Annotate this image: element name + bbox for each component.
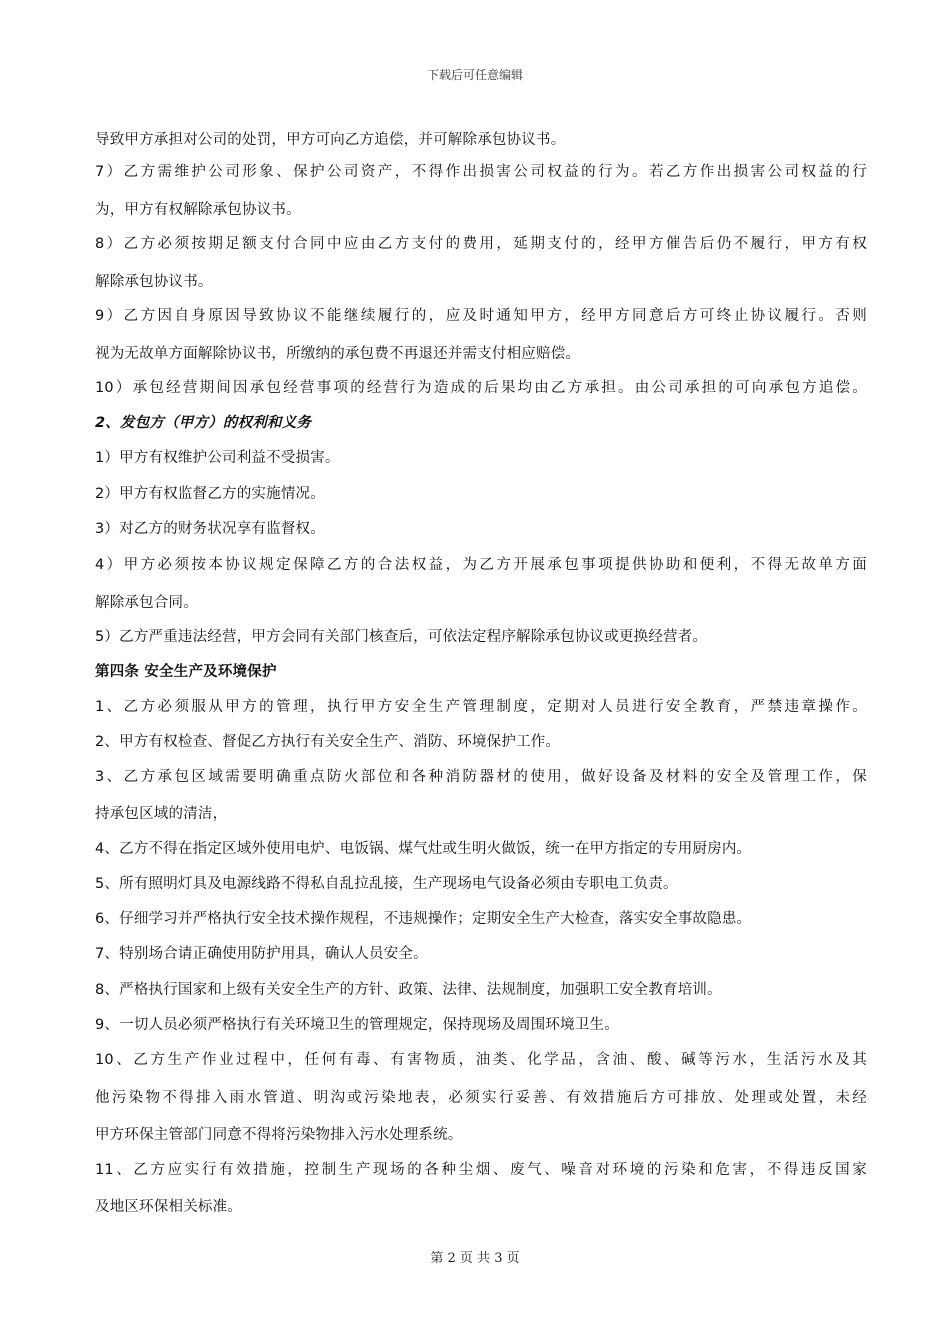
paragraph-line: 3）对乙方的财务状况享有监督权。 — [95, 521, 325, 537]
paragraph-line: 1、乙方必须服从甲方的管理，执行甲方安全生产管理制度，定期对人员进行安全教育，严禁违章操作。 — [95, 699, 867, 715]
paragraph-line: 11、乙方应实行有效措施，控制生产现场的各种尘烟、废气、噪音对环境的污染和危害，不得违反国家 — [95, 1162, 867, 1178]
paragraph-line: 及地区环保相关标准。 — [95, 1199, 242, 1215]
paragraph-line: 5、所有照明灯具及电源线路不得私自乱拉乱接，生产现场电气设备必须由专职电工负责。 — [95, 876, 678, 892]
paragraph-line: 为，甲方有权解除承包协议书。 — [95, 202, 301, 218]
paragraph-line: 10、乙方生产作业过程中，任何有毒、有害物质，油类、化学品，含油、酸、碱等污水，生活污水及其 — [95, 1052, 867, 1068]
paragraph-line: 8、严格执行国家和上级有关安全生产的方针、政策、法律、法规制度，加强职工安全教育培训。 — [95, 982, 722, 998]
paragraph-line: 4、乙方不得在指定区域外使用电炉、电饭锅、煤气灶或生明火做饭，统一在甲方指定的专用厨房内。 — [95, 841, 752, 857]
paragraph-line: 7、特别场合请正确使用防护用具，确认人员安全。 — [95, 946, 428, 962]
paragraph-line: 7）乙方需维护公司形象、保护公司资产，不得作出损害公司权益的行为。若乙方作出损害公司权益的行 — [95, 164, 867, 180]
paragraph-line: 8）乙方必须按期足额支付合同中应由乙方支付的费用，延期支付的，经甲方催告后仍不履行，甲方有权 — [95, 236, 867, 252]
page-number: 第 2 页 共 3 页 — [430, 1251, 520, 1266]
paragraph-line: 6、仔细学习并严格执行安全技术操作规程，不违规操作；定期安全生产大检查，落实安全事故隐患。 — [95, 911, 752, 927]
paragraph-line: 导致甲方承担对公司的处罚，甲方可向乙方追偿，并可解除承包协议书。 — [95, 132, 566, 148]
paragraph-line: 9）乙方因自身原因导致协议不能继续履行的，应及时通知甲方，经甲方同意后方可终止协议履行。否则 — [95, 308, 867, 324]
article-heading: 第四条 安全生产及环境保护 — [95, 664, 277, 680]
paragraph-line: 10）承包经营期间因承包经营事项的经营行为造成的后果均由乙方承担。由公司承担的可向承包方追偿。 — [95, 380, 867, 396]
paragraph-line: 2）甲方有权监督乙方的实施情况。 — [95, 486, 325, 502]
paragraph-line: 2、甲方有权检查、督促乙方执行有关安全生产、消防、环境保护工作。 — [95, 734, 561, 750]
page-header: 下载后可任意编辑 — [426, 68, 523, 82]
paragraph-line: 解除承包合同。 — [95, 595, 198, 611]
paragraph-line: 9、一切人员必须严格执行有关环境卫生的管理规定，保持现场及周围环境卫生。 — [95, 1017, 619, 1033]
paragraph-line: 持承包区域的清洁， — [95, 806, 228, 822]
paragraph-line: 1）甲方有权维护公司利益不受损害。 — [95, 450, 340, 466]
paragraph-line: 解除承包协议书。 — [95, 274, 213, 290]
section-heading: 2、发包方（甲方）的权利和义务 — [95, 415, 312, 431]
paragraph-line: 他污染物不得排入雨水管道、明沟或污染地表，必须实行妥善、有效措施后方可排放、处理或处置，未经 — [95, 1090, 867, 1106]
paragraph-line: 视为无故单方面解除协议书，所缴纳的承包费不再退还并需支付相应赔偿。 — [95, 346, 581, 362]
paragraph-line: 5）乙方严重违法经营，甲方会同有关部门核查后，可依法定程序解除承包协议或更换经营者。 — [95, 629, 708, 645]
paragraph-line: 甲方环保主管部门同意不得将污染物排入污水处理系统。 — [95, 1127, 463, 1143]
paragraph-line: 4）甲方必须按本协议规定保障乙方的合法权益，为乙方开展承包事项提供协助和便利，不得无故单方面 — [95, 557, 867, 573]
paragraph-line: 3、乙方承包区域需要明确重点防火部位和各种消防器材的使用，做好设备及材料的安全及管理工作，保 — [95, 769, 867, 785]
